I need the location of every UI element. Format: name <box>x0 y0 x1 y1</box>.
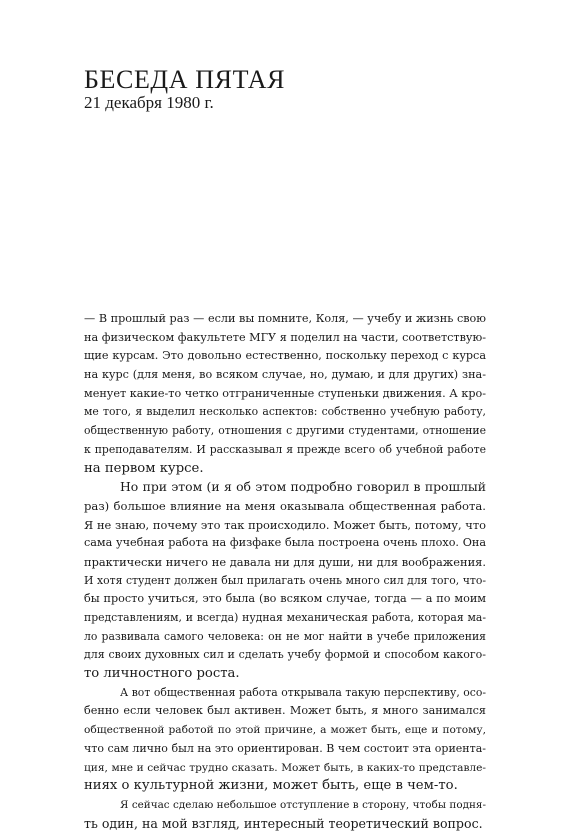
text-line: щие курсам. Это довольно естественно, поскольку переход с курса <box>84 349 486 363</box>
paragraph-1 <box>84 310 486 478</box>
text-line: бы просто учиться, это была (во всяком случае, тогда — а по моим <box>84 592 486 606</box>
text-line: Но при этом (и я об этом подробно говорил в прошлый <box>120 479 486 495</box>
text-line: Я сейчас сделаю небольшое отступление в сторону, чтобы подня- <box>120 798 486 811</box>
text-line: практически ничего не давала ни для души, ни для воображения. <box>84 554 486 569</box>
text-line: ло развивала самого человека: он не мог найти в учебе приложения <box>84 629 486 643</box>
text-line: что сам лично был на это ориентирован. В чем состоит эта ориента- <box>84 741 486 755</box>
text-line: бенно если человек был активен. Может быть, я много занимался <box>84 704 486 718</box>
text-line: ция, мне и сейчас трудно сказать. Может быть, в каких-то представле- <box>84 761 486 774</box>
text-line: А вот общественная работа открывала такую перспективу, осо- <box>120 685 486 699</box>
text-line: для своих духовных сил и сделать учебу формой и способом какого- <box>84 648 486 662</box>
text-line: менует какие-то четко отграниченные ступеньки движения. А кро- <box>84 386 486 400</box>
text-line: на физическом факультете МГУ я поделил на части, соответствую- <box>84 330 486 344</box>
text-line: на первом курсе. <box>84 460 204 476</box>
text-line: представлениям, и всегда) нудная механическая работа, которая ма- <box>84 611 486 624</box>
body-text <box>84 310 486 833</box>
text-line: ниях о культурной жизни, может быть, еще в чем-то. <box>84 778 458 794</box>
text-line: сама учебная работа на физфаке была построена очень плохо. Она <box>84 536 486 550</box>
text-line: Я не знаю, почему это так происходило. Может быть, потому, что <box>84 517 486 532</box>
text-line: раз) большое влияние на меня оказывала общественная работа. <box>84 498 486 513</box>
text-line: к преподавателям. И рассказывал я прежде всего об учебной работе <box>84 442 486 456</box>
text-line: общественную работу, отношения с другими студентами, отношение <box>84 424 486 438</box>
text-line: ть один, на мой взгляд, интересный теоретический вопрос. <box>84 815 483 831</box>
text-line: И хотя студент должен был прилагать очень много сил для того, что- <box>84 573 486 587</box>
paragraph-2 <box>84 478 486 684</box>
text-line: общественной работой по этой причине, а может быть, еще и потому, <box>84 724 486 737</box>
text-line: — В прошлый раз — если вы помните, Коля, — учебу и жизнь свою <box>84 312 486 325</box>
chapter-date: 21 декабря 1980 г. <box>84 93 214 112</box>
paragraph-3 <box>84 684 486 796</box>
text-line: на курс (для меня, во всяком случае, но, думаю, и для других) зна- <box>84 368 486 382</box>
paragraph-4 <box>84 796 486 833</box>
chapter-title: БЕСЕДА ПЯТАЯ <box>84 65 286 94</box>
text-line: ме того, я выделил несколько аспектов: собственно учебную работу, <box>84 405 486 419</box>
text-line: то личностного роста. <box>84 666 240 682</box>
